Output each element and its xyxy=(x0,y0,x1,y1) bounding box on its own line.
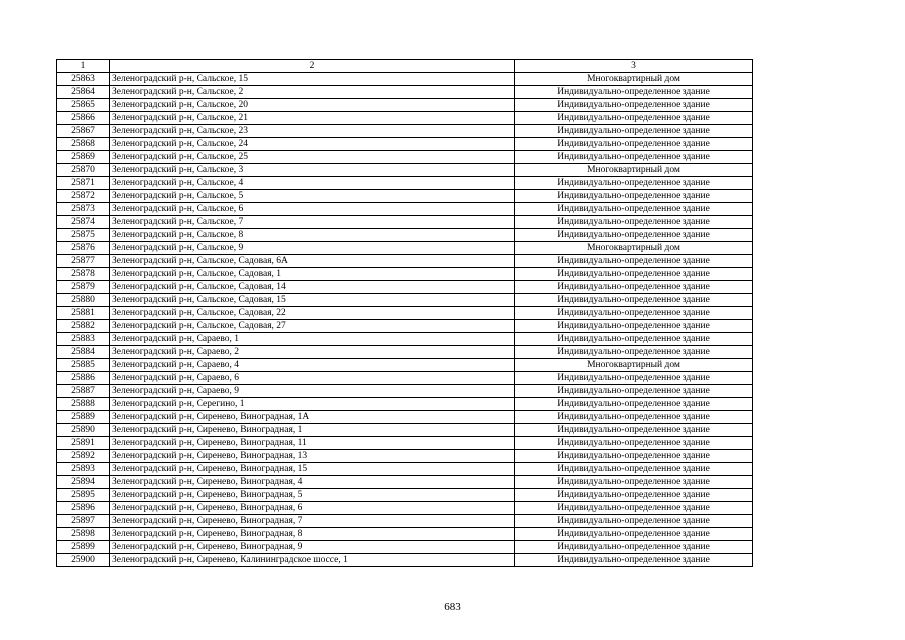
column-number-3: 3 xyxy=(515,60,753,73)
address-cell: Зеленоградский р-н, Сальское, 25 xyxy=(110,151,515,164)
table-row xyxy=(57,528,753,541)
building-type-cell: Индивидуально-определенное здание xyxy=(515,450,753,463)
record-number-cell: 25878 xyxy=(57,268,110,281)
table-row xyxy=(57,151,753,164)
table-row xyxy=(57,242,753,255)
record-number-cell: 25885 xyxy=(57,359,110,372)
address-cell: Зеленоградский р-н, Сальское, 8 xyxy=(110,229,515,242)
record-number-cell: 25883 xyxy=(57,333,110,346)
address-cell: Зеленоградский р-н, Сальское, 9 xyxy=(110,242,515,255)
address-cell: Зеленоградский р-н, Сальское, 21 xyxy=(110,112,515,125)
building-type-cell: Индивидуально-определенное здание xyxy=(515,489,753,502)
building-type-cell: Индивидуально-определенное здание xyxy=(515,112,753,125)
record-number-cell: 25895 xyxy=(57,489,110,502)
building-type-cell: Многоквартирный дом xyxy=(515,242,753,255)
building-type-cell: Индивидуально-определенное здание xyxy=(515,294,753,307)
table-row xyxy=(57,463,753,476)
record-number-cell: 25884 xyxy=(57,346,110,359)
record-number-cell: 25888 xyxy=(57,398,110,411)
building-type-cell: Индивидуально-определенное здание xyxy=(515,502,753,515)
address-cell: Зеленоградский р-н, Сальское, 2 xyxy=(110,86,515,99)
column-number-2: 2 xyxy=(110,60,515,73)
table-row xyxy=(57,203,753,216)
table-row xyxy=(57,190,753,203)
record-number-cell: 25897 xyxy=(57,515,110,528)
record-number-cell: 25896 xyxy=(57,502,110,515)
address-cell: Зеленоградский р-н, Сараево, 6 xyxy=(110,372,515,385)
building-type-cell: Индивидуально-определенное здание xyxy=(515,372,753,385)
building-type-cell: Индивидуально-определенное здание xyxy=(515,268,753,281)
table-row xyxy=(57,281,753,294)
registry-table xyxy=(56,59,753,567)
address-cell: Зеленоградский р-н, Сиренево, Виноградная, 1 xyxy=(110,424,515,437)
record-number-cell: 25875 xyxy=(57,229,110,242)
building-type-cell: Индивидуально-определенное здание xyxy=(515,216,753,229)
address-cell: Зеленоградский р-н, Сальское, 20 xyxy=(110,99,515,112)
address-cell: Зеленоградский р-н, Сиренево, Виноградная, 8 xyxy=(110,528,515,541)
building-type-cell: Индивидуально-определенное здание xyxy=(515,86,753,99)
address-cell: Зеленоградский р-н, Сиренево, Виноградная, 15 xyxy=(110,463,515,476)
table-row xyxy=(57,554,753,567)
record-number-cell: 25866 xyxy=(57,112,110,125)
record-number-cell: 25869 xyxy=(57,151,110,164)
building-type-cell: Индивидуально-определенное здание xyxy=(515,190,753,203)
table-row xyxy=(57,502,753,515)
address-cell: Зеленоградский р-н, Сараево, 4 xyxy=(110,359,515,372)
address-cell: Зеленоградский р-н, Сальское, 15 xyxy=(110,73,515,86)
address-cell: Зеленоградский р-н, Сальское, Садовая, 22 xyxy=(110,307,515,320)
table-row xyxy=(57,99,753,112)
building-type-cell: Индивидуально-определенное здание xyxy=(515,528,753,541)
record-number-cell: 25882 xyxy=(57,320,110,333)
table-row xyxy=(57,476,753,489)
table-row xyxy=(57,216,753,229)
record-number-cell: 25867 xyxy=(57,125,110,138)
table-row xyxy=(57,73,753,86)
table-row xyxy=(57,359,753,372)
table-row xyxy=(57,333,753,346)
record-number-cell: 25881 xyxy=(57,307,110,320)
table-row xyxy=(57,125,753,138)
address-cell: Зеленоградский р-н, Сальское, 3 xyxy=(110,164,515,177)
table-row xyxy=(57,346,753,359)
address-cell: Зеленоградский р-н, Сиренево, Виноградная, 4 xyxy=(110,476,515,489)
building-type-cell: Индивидуально-определенное здание xyxy=(515,463,753,476)
record-number-cell: 25891 xyxy=(57,437,110,450)
table-row xyxy=(57,411,753,424)
building-type-cell: Индивидуально-определенное здание xyxy=(515,177,753,190)
column-number-1: 1 xyxy=(57,60,110,73)
record-number-cell: 25886 xyxy=(57,372,110,385)
address-cell: Зеленоградский р-н, Сиренево, Виноградная, 6 xyxy=(110,502,515,515)
address-cell: Зеленоградский р-н, Сараево, 9 xyxy=(110,385,515,398)
record-number-cell: 25877 xyxy=(57,255,110,268)
address-cell: Зеленоградский р-н, Сараево, 1 xyxy=(110,333,515,346)
table-row xyxy=(57,515,753,528)
address-cell: Зеленоградский р-н, Серегино, 1 xyxy=(110,398,515,411)
address-cell: Зеленоградский р-н, Сиренево, Калининградское шоссе, 1 xyxy=(110,554,515,567)
table-row xyxy=(57,489,753,502)
building-type-cell: Индивидуально-определенное здание xyxy=(515,255,753,268)
table-row xyxy=(57,294,753,307)
table-body xyxy=(57,60,753,567)
building-type-cell: Индивидуально-определенное здание xyxy=(515,151,753,164)
record-number-cell: 25873 xyxy=(57,203,110,216)
table-row xyxy=(57,320,753,333)
building-type-cell: Индивидуально-определенное здание xyxy=(515,333,753,346)
record-number-cell: 25863 xyxy=(57,73,110,86)
address-cell: Зеленоградский р-н, Сальское, Садовая, 27 xyxy=(110,320,515,333)
record-number-cell: 25870 xyxy=(57,164,110,177)
building-type-cell: Многоквартирный дом xyxy=(515,164,753,177)
address-cell: Зеленоградский р-н, Сальское, 23 xyxy=(110,125,515,138)
table-row xyxy=(57,372,753,385)
building-type-cell: Индивидуально-определенное здание xyxy=(515,229,753,242)
building-type-cell: Индивидуально-определенное здание xyxy=(515,515,753,528)
building-type-cell: Многоквартирный дом xyxy=(515,73,753,86)
table-row xyxy=(57,164,753,177)
record-number-cell: 25889 xyxy=(57,411,110,424)
address-cell: Зеленоградский р-н, Сиренево, Виноградная, 1А xyxy=(110,411,515,424)
record-number-cell: 25868 xyxy=(57,138,110,151)
building-type-cell: Индивидуально-определенное здание xyxy=(515,203,753,216)
table-row xyxy=(57,177,753,190)
building-type-cell: Индивидуально-определенное здание xyxy=(515,554,753,567)
record-number-cell: 25887 xyxy=(57,385,110,398)
address-cell: Зеленоградский р-н, Сальское, 5 xyxy=(110,190,515,203)
record-number-cell: 25872 xyxy=(57,190,110,203)
table-row xyxy=(57,437,753,450)
column-number-row xyxy=(57,60,753,73)
table-row xyxy=(57,268,753,281)
building-type-cell: Индивидуально-определенное здание xyxy=(515,320,753,333)
address-cell: Зеленоградский р-н, Сиренево, Виноградная, 11 xyxy=(110,437,515,450)
building-type-cell: Индивидуально-определенное здание xyxy=(515,99,753,112)
record-number-cell: 25893 xyxy=(57,463,110,476)
table-row xyxy=(57,541,753,554)
address-cell: Зеленоградский р-н, Сиренево, Виноградная, 13 xyxy=(110,450,515,463)
address-cell: Зеленоградский р-н, Сальское, 4 xyxy=(110,177,515,190)
table-row xyxy=(57,112,753,125)
address-cell: Зеленоградский р-н, Сиренево, Виноградная, 5 xyxy=(110,489,515,502)
building-type-cell: Индивидуально-определенное здание xyxy=(515,125,753,138)
record-number-cell: 25894 xyxy=(57,476,110,489)
building-type-cell: Индивидуально-определенное здание xyxy=(515,541,753,554)
table-row xyxy=(57,86,753,99)
address-cell: Зеленоградский р-н, Сальское, Садовая, 6А xyxy=(110,255,515,268)
record-number-cell: 25892 xyxy=(57,450,110,463)
record-number-cell: 25900 xyxy=(57,554,110,567)
record-number-cell: 25890 xyxy=(57,424,110,437)
record-number-cell: 25865 xyxy=(57,99,110,112)
record-number-cell: 25899 xyxy=(57,541,110,554)
address-cell: Зеленоградский р-н, Сальское, 24 xyxy=(110,138,515,151)
building-type-cell: Индивидуально-определенное здание xyxy=(515,138,753,151)
table-row xyxy=(57,398,753,411)
address-cell: Зеленоградский р-н, Сальское, 7 xyxy=(110,216,515,229)
record-number-cell: 25864 xyxy=(57,86,110,99)
building-type-cell: Индивидуально-определенное здание xyxy=(515,476,753,489)
building-type-cell: Многоквартирный дом xyxy=(515,359,753,372)
table-row xyxy=(57,424,753,437)
record-number-cell: 25876 xyxy=(57,242,110,255)
table-row xyxy=(57,450,753,463)
address-cell: Зеленоградский р-н, Сальское, Садовая, 1 xyxy=(110,268,515,281)
address-cell: Зеленоградский р-н, Сиренево, Виноградная, 9 xyxy=(110,541,515,554)
table-row xyxy=(57,385,753,398)
building-type-cell: Индивидуально-определенное здание xyxy=(515,281,753,294)
building-type-cell: Индивидуально-определенное здание xyxy=(515,437,753,450)
page-number: 683 xyxy=(444,601,461,613)
record-number-cell: 25898 xyxy=(57,528,110,541)
record-number-cell: 25879 xyxy=(57,281,110,294)
building-type-cell: Индивидуально-определенное здание xyxy=(515,424,753,437)
address-cell: Зеленоградский р-н, Сараево, 2 xyxy=(110,346,515,359)
record-number-cell: 25871 xyxy=(57,177,110,190)
address-cell: Зеленоградский р-н, Сальское, Садовая, 15 xyxy=(110,294,515,307)
address-cell: Зеленоградский р-н, Сиренево, Виноградная, 7 xyxy=(110,515,515,528)
address-cell: Зеленоградский р-н, Сальское, 6 xyxy=(110,203,515,216)
record-number-cell: 25880 xyxy=(57,294,110,307)
table-row xyxy=(57,255,753,268)
table-row xyxy=(57,229,753,242)
record-number-cell: 25874 xyxy=(57,216,110,229)
building-type-cell: Индивидуально-определенное здание xyxy=(515,398,753,411)
building-type-cell: Индивидуально-определенное здание xyxy=(515,411,753,424)
table-row xyxy=(57,307,753,320)
building-type-cell: Индивидуально-определенное здание xyxy=(515,385,753,398)
building-type-cell: Индивидуально-определенное здание xyxy=(515,307,753,320)
address-cell: Зеленоградский р-н, Сальское, Садовая, 14 xyxy=(110,281,515,294)
table-row xyxy=(57,138,753,151)
building-type-cell: Индивидуально-определенное здание xyxy=(515,346,753,359)
